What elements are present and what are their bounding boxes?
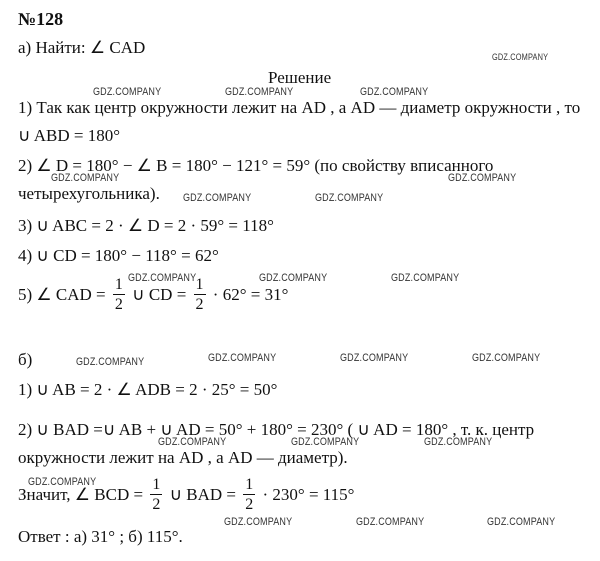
conclusion-suffix: · 230° = 115° [262, 484, 355, 504]
step5-suffix: · 62° = 31° [212, 284, 289, 304]
fraction-one-half [150, 477, 162, 513]
part-b-label: б) [18, 350, 33, 369]
part-b-step1: 1) ∪ AB = 2 · ∠ ADB = 2 · 25° = 50° [18, 380, 278, 399]
watermark-text: GDZ.COMPANY [183, 192, 252, 204]
part-b-step2-line2: окружности лежит на AD , а AD — диаметр). [18, 448, 348, 467]
watermark-text: GDZ.COMPANY [158, 436, 227, 448]
watermark-text: GDZ.COMPANY [472, 352, 541, 364]
watermark-text: GDZ.COMPANY [225, 86, 294, 98]
watermark-text: GDZ.COMPANY [93, 86, 162, 98]
part-a-step2-line1: 2) ∠ D = 180° − ∠ B = 180° − 121° = 59° (по свойству вписанного [18, 156, 494, 175]
watermark-text: GDZ.COMPANY [128, 272, 197, 284]
part-a-find: а) Найти: ∠ CAD [18, 38, 146, 57]
conclusion-middle: ∪ BAD = [169, 484, 236, 504]
watermark-text: GDZ.COMPANY [391, 272, 460, 284]
problem-number: №128 [18, 9, 64, 29]
watermark-text: GDZ.COMPANY [291, 436, 360, 448]
solution-heading: Решение [268, 68, 332, 87]
watermark-text: GDZ.COMPANY [76, 356, 145, 368]
fraction-numerator: 1 [195, 276, 204, 293]
fraction-denominator: 2 [245, 496, 254, 513]
watermark-text: GDZ.COMPANY [424, 436, 493, 448]
watermark-text: GDZ.COMPANY [356, 516, 425, 528]
part-a-step4: 4) ∪ CD = 180° − 118° = 62° [18, 246, 219, 265]
fraction-denominator: 2 [195, 296, 204, 313]
watermark-text: GDZ.COMPANY [315, 192, 384, 204]
watermark-text: GDZ.COMPANY [487, 516, 556, 528]
fraction-numerator: 1 [152, 476, 161, 493]
fraction-denominator: 2 [152, 496, 161, 513]
watermark-text: GDZ.COMPANY [448, 172, 517, 184]
watermark-text: GDZ.COMPANY [492, 52, 549, 62]
watermark-text: GDZ.COMPANY [360, 86, 429, 98]
fraction-denominator: 2 [114, 296, 123, 313]
watermark-text: GDZ.COMPANY [208, 352, 277, 364]
step5-prefix: 5) ∠ CAD = [18, 284, 106, 304]
watermark-text: GDZ.COMPANY [224, 516, 293, 528]
part-a-step1-line2: ∪ ABD = 180° [18, 126, 121, 145]
watermark-text: GDZ.COMPANY [28, 476, 97, 488]
step5-middle: ∪ CD = [132, 284, 187, 304]
watermark-text: GDZ.COMPANY [259, 272, 328, 284]
fraction-numerator: 1 [114, 276, 123, 293]
fraction-one-half [113, 277, 125, 313]
part-b-step2-line1: 2) ∪ BAD =∪ AB + ∪ AD = 50° + 180° = 230° ( ∪ AD = 180° , т. к. центр [18, 420, 535, 439]
fraction-numerator: 1 [245, 476, 254, 493]
part-a-step1-line1: 1) Так как центр окружности лежит на AD , а AD — диаметр окружности , то [18, 98, 581, 117]
watermark-text: GDZ.COMPANY [51, 172, 120, 184]
part-a-step3: 3) ∪ ABC = 2 · ∠ D = 2 · 59° = 118° [18, 216, 274, 235]
fraction-one-half [243, 477, 255, 513]
watermark-text: GDZ.COMPANY [340, 352, 409, 364]
answer-line: Ответ : а) 31° ; б) 115°. [18, 527, 183, 546]
conclusion-prefix: Значит, ∠ BCD = [18, 484, 144, 504]
part-a-step2-line2: четырехугольника). [18, 184, 160, 203]
